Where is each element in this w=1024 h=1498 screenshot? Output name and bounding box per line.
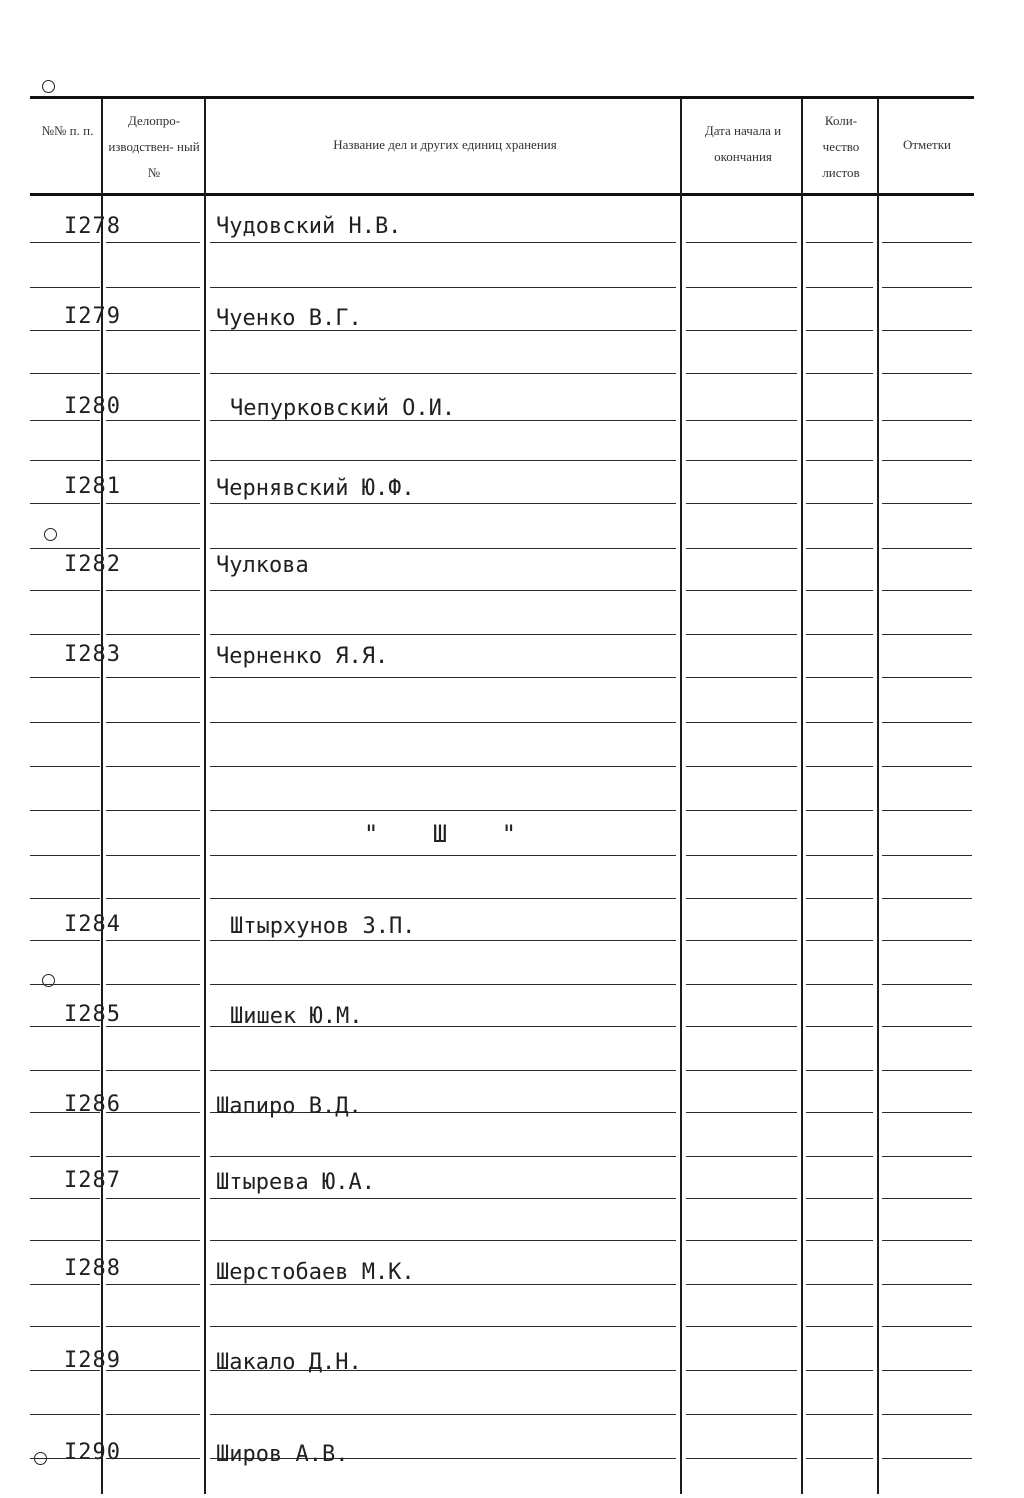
row-rule (30, 548, 100, 549)
entry-name: Чулкова (216, 553, 309, 578)
row-rule (30, 855, 100, 856)
row-rule (210, 590, 676, 591)
row-rule (686, 984, 797, 985)
entry-number: I283 (64, 642, 121, 667)
row-rule (210, 1198, 676, 1199)
row-rule (806, 373, 873, 374)
row-rule (210, 373, 676, 374)
header-office-number: Делопро- изводствен- ный № (108, 113, 200, 180)
row-rule (106, 330, 200, 331)
entry-name: Широв А.В. (216, 1442, 349, 1467)
row-rule (882, 242, 972, 243)
entry-number: I285 (64, 1002, 121, 1027)
entry-number: I288 (64, 1256, 121, 1281)
row-rule (806, 1414, 873, 1415)
row-rule (106, 548, 200, 549)
entry-number: I289 (64, 1348, 121, 1373)
row-rule (30, 287, 100, 288)
row-rule (30, 1284, 100, 1285)
row-rule (686, 855, 797, 856)
row-rule (106, 1070, 200, 1071)
row-rule (686, 420, 797, 421)
entry-name: Чернявский Ю.Ф. (216, 476, 415, 501)
row-rule (806, 722, 873, 723)
row-rule (686, 373, 797, 374)
row-rule (106, 373, 200, 374)
row-rule (806, 984, 873, 985)
row-rule (106, 855, 200, 856)
row-rule (806, 420, 873, 421)
row-rule (882, 590, 972, 591)
row-rule (806, 1284, 873, 1285)
row-rule (106, 287, 200, 288)
row-rule (106, 898, 200, 899)
punch-hole (42, 80, 55, 93)
row-rule (30, 503, 100, 504)
row-rule (806, 940, 873, 941)
entry-name: Штырева Ю.А. (216, 1170, 375, 1195)
row-rule (210, 722, 676, 723)
row-rule (882, 722, 972, 723)
row-rule (210, 940, 676, 941)
entry-number: I287 (64, 1168, 121, 1193)
row-rule (686, 940, 797, 941)
entry-name: Шакало Д.Н. (216, 1350, 362, 1375)
row-rule (806, 634, 873, 635)
row-rule (106, 984, 200, 985)
row-rule (210, 810, 676, 811)
row-rule (30, 1326, 100, 1327)
row-rule (686, 898, 797, 899)
entry-name: Штырхунов З.П. (230, 914, 416, 939)
row-rule (806, 590, 873, 591)
row-rule (686, 1284, 797, 1285)
row-rule (30, 810, 100, 811)
row-rule (210, 898, 676, 899)
row-rule (106, 1198, 200, 1199)
row-rule (882, 855, 972, 856)
punch-hole (44, 528, 57, 541)
header-dates: Дата начала и окончания (704, 123, 782, 164)
row-rule (806, 1026, 873, 1027)
entry-number: I278 (64, 214, 121, 239)
row-rule (882, 1414, 972, 1415)
entry-name: Чудовский Н.В. (216, 214, 402, 239)
row-rule (882, 1026, 972, 1027)
row-rule (882, 287, 972, 288)
row-rule (882, 373, 972, 374)
section-letter: " Ш " (363, 820, 517, 848)
row-rule (806, 677, 873, 678)
row-rule (882, 1198, 972, 1199)
row-rule (686, 1240, 797, 1241)
row-rule (882, 330, 972, 331)
row-rule (210, 1156, 676, 1157)
entry-name: Шишек Ю.М. (230, 1004, 363, 1029)
row-rule (882, 548, 972, 549)
row-rule (806, 1326, 873, 1327)
row-rule (686, 677, 797, 678)
row-rule (806, 810, 873, 811)
row-rule (106, 1414, 200, 1415)
row-rule (30, 242, 100, 243)
row-rule (210, 634, 676, 635)
row-rule (686, 330, 797, 331)
row-rule (882, 1284, 972, 1285)
row-rule (106, 1240, 200, 1241)
row-rule (30, 634, 100, 635)
entry-number: I281 (64, 474, 121, 499)
row-rule (686, 1112, 797, 1113)
row-rule (806, 330, 873, 331)
row-rule (686, 590, 797, 591)
row-rule (882, 766, 972, 767)
row-rule (686, 1370, 797, 1371)
row-rule (30, 1198, 100, 1199)
row-rule (210, 855, 676, 856)
column-divider (877, 98, 879, 1494)
row-rule (882, 503, 972, 504)
row-rule (106, 590, 200, 591)
row-rule (210, 503, 676, 504)
row-rule (106, 810, 200, 811)
row-rule (806, 898, 873, 899)
row-rule (106, 766, 200, 767)
row-rule (30, 1070, 100, 1071)
entry-name: Шерстобаев М.К. (216, 1260, 415, 1285)
row-rule (686, 460, 797, 461)
entry-name: Черненко Я.Я. (216, 644, 389, 669)
column-divider (801, 98, 803, 1494)
row-rule (30, 898, 100, 899)
row-rule (686, 1414, 797, 1415)
row-rule (882, 1240, 972, 1241)
row-rule (106, 420, 200, 421)
row-rule (106, 677, 200, 678)
row-rule (686, 1198, 797, 1199)
row-rule (686, 548, 797, 549)
entry-name: Шапиро В.Д. (216, 1094, 362, 1119)
row-rule (210, 1240, 676, 1241)
row-rule (806, 287, 873, 288)
row-rule (686, 634, 797, 635)
row-rule (882, 984, 972, 985)
row-rule (882, 1112, 972, 1113)
row-rule (686, 242, 797, 243)
row-rule (210, 984, 676, 985)
header-title: Название дел и других единиц хранения (333, 137, 557, 152)
row-rule (210, 677, 676, 678)
row-rule (30, 984, 100, 985)
row-rule (30, 677, 100, 678)
row-rule (210, 1414, 676, 1415)
entry-name: Чуенко В.Г. (216, 306, 362, 331)
row-rule (686, 766, 797, 767)
row-rule (106, 460, 200, 461)
row-rule (686, 1458, 797, 1459)
entry-number: I282 (64, 552, 121, 577)
row-rule (106, 634, 200, 635)
row-rule (806, 242, 873, 243)
row-rule (686, 722, 797, 723)
row-rule (882, 810, 972, 811)
row-rule (806, 460, 873, 461)
row-rule (30, 1240, 100, 1241)
row-rule (30, 1156, 100, 1157)
row-rule (30, 330, 100, 331)
header-sheets: Коли- чество листов (822, 113, 860, 180)
entry-name: Чепурковский О.И. (230, 396, 456, 421)
row-rule (30, 940, 100, 941)
header-bottom-rule (30, 193, 974, 196)
header-number: №№ п. п. (41, 123, 94, 138)
row-rule (882, 1156, 972, 1157)
row-rule (806, 1198, 873, 1199)
row-rule (806, 1112, 873, 1113)
row-rule (686, 503, 797, 504)
row-rule (210, 242, 676, 243)
row-rule (686, 1326, 797, 1327)
entry-number: I284 (64, 912, 121, 937)
row-rule (30, 373, 100, 374)
row-rule (806, 1070, 873, 1071)
row-rule (210, 460, 676, 461)
row-rule (882, 1458, 972, 1459)
row-rule (210, 766, 676, 767)
row-rule (806, 766, 873, 767)
row-rule (882, 420, 972, 421)
row-rule (106, 242, 200, 243)
row-rule (686, 1070, 797, 1071)
row-rule (30, 460, 100, 461)
row-rule (806, 1156, 873, 1157)
column-divider (680, 98, 682, 1494)
row-rule (210, 1070, 676, 1071)
row-rule (106, 722, 200, 723)
row-rule (882, 460, 972, 461)
row-rule (806, 503, 873, 504)
row-rule (106, 1326, 200, 1327)
row-rule (30, 590, 100, 591)
header-notes: Отметки (902, 137, 952, 152)
row-rule (882, 1370, 972, 1371)
row-rule (806, 855, 873, 856)
entry-number: I286 (64, 1092, 121, 1117)
row-rule (210, 548, 676, 549)
row-rule (30, 1414, 100, 1415)
entry-number: I279 (64, 304, 121, 329)
row-rule (882, 1326, 972, 1327)
row-rule (882, 1070, 972, 1071)
row-rule (686, 1026, 797, 1027)
row-rule (30, 420, 100, 421)
row-rule (686, 1156, 797, 1157)
row-rule (30, 722, 100, 723)
row-rule (106, 1284, 200, 1285)
row-rule (806, 1240, 873, 1241)
row-rule (882, 940, 972, 941)
row-rule (882, 634, 972, 635)
row-rule (686, 287, 797, 288)
row-rule (210, 1326, 676, 1327)
row-rule (210, 287, 676, 288)
entry-number: I290 (64, 1440, 121, 1465)
row-rule (806, 1370, 873, 1371)
row-rule (882, 898, 972, 899)
row-rule (806, 1458, 873, 1459)
row-rule (806, 548, 873, 549)
row-rule (882, 677, 972, 678)
row-rule (686, 810, 797, 811)
row-rule (106, 1156, 200, 1157)
row-rule (106, 940, 200, 941)
row-rule (106, 503, 200, 504)
header-top-rule (30, 96, 974, 99)
entry-number: I280 (64, 394, 121, 419)
column-divider (204, 98, 206, 1494)
row-rule (30, 766, 100, 767)
punch-hole (42, 974, 55, 987)
